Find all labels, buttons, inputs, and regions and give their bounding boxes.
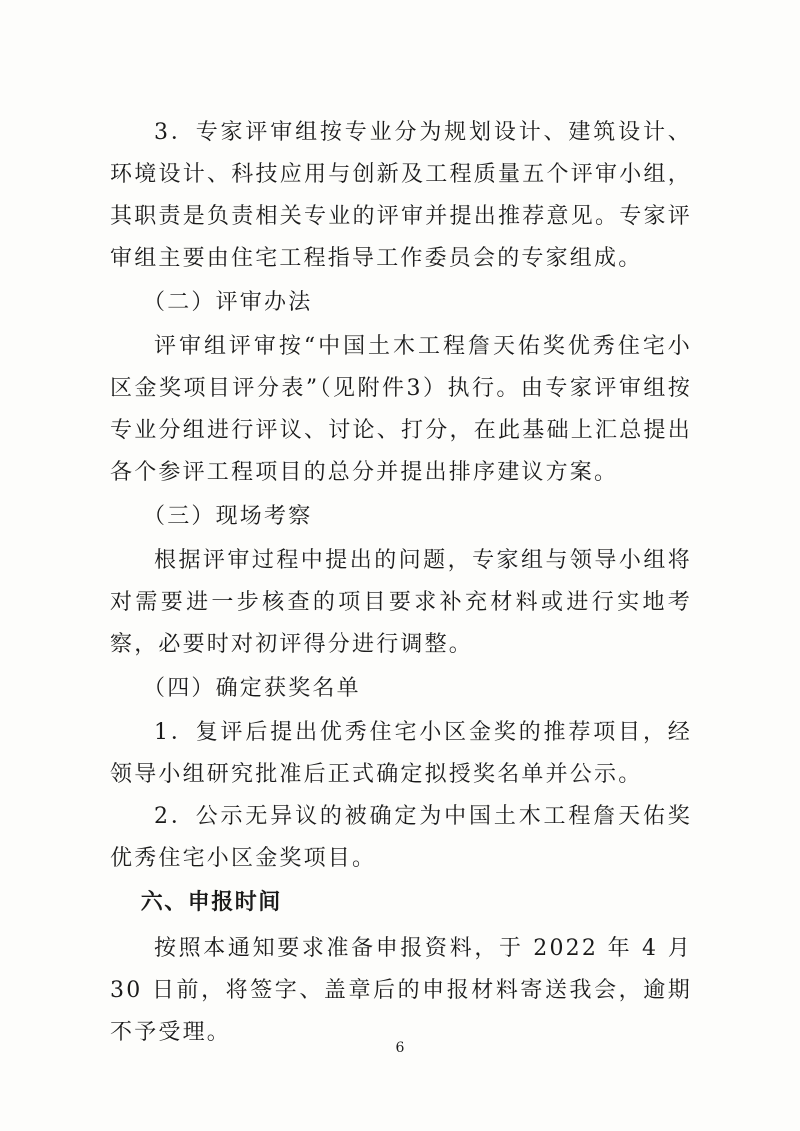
section-heading-deadline: 六、申报时间 — [140, 890, 282, 915]
page-number: 6 — [395, 1040, 405, 1056]
subheading-winner-list: （四）确定获奖名单 — [143, 676, 361, 701]
document-body — [110, 112, 692, 1054]
paragraph-expert-groups: 3．专家评审组按专业分为规划设计、建筑设计、环境设计、科技应用与创新及工程质量五个评审小组，其职责是负责相关专业的评审并提出推荐意见。专家评审组主要由住宅工程指导工作委员会的专家组成。 — [110, 120, 692, 271]
paragraph-site-inspection: 根据评审过程中提出的问题，专家组与领导小组将对需要进一步核查的项目要求补充材料或进行实地考察，必要时对初评得分进行调整。 — [110, 548, 692, 657]
paragraph-review-method: 评审组评审按“中国土木工程詹天佑奖优秀住宅小区金奖项目评分表”（见附件3）执行。由专家评审组按专业分组进行评议、讨论、打分，在此基础上汇总提出各个参评工程项目的总分并提出排序建议方案。 — [110, 334, 692, 485]
subheading-review-method: （二）评审办法 — [143, 290, 313, 315]
paragraph-deadline: 按照本通知要求准备申报资料，于 2022 年 4 月 30 日前，将签字、盖章后的申报材料寄送我会，逾期不予受理。 — [110, 936, 692, 1045]
paragraph-winner-list-1: 1．复评后提出优秀住宅小区金奖的推荐项目，经领导小组研究批准后正式确定拟授奖名单并公示。 — [110, 720, 692, 787]
paragraph-winner-list-2: 2．公示无异议的被确定为中国土木工程詹天佑奖优秀住宅小区金奖项目。 — [110, 804, 692, 871]
subheading-site-inspection: （三）现场考察 — [143, 504, 313, 529]
